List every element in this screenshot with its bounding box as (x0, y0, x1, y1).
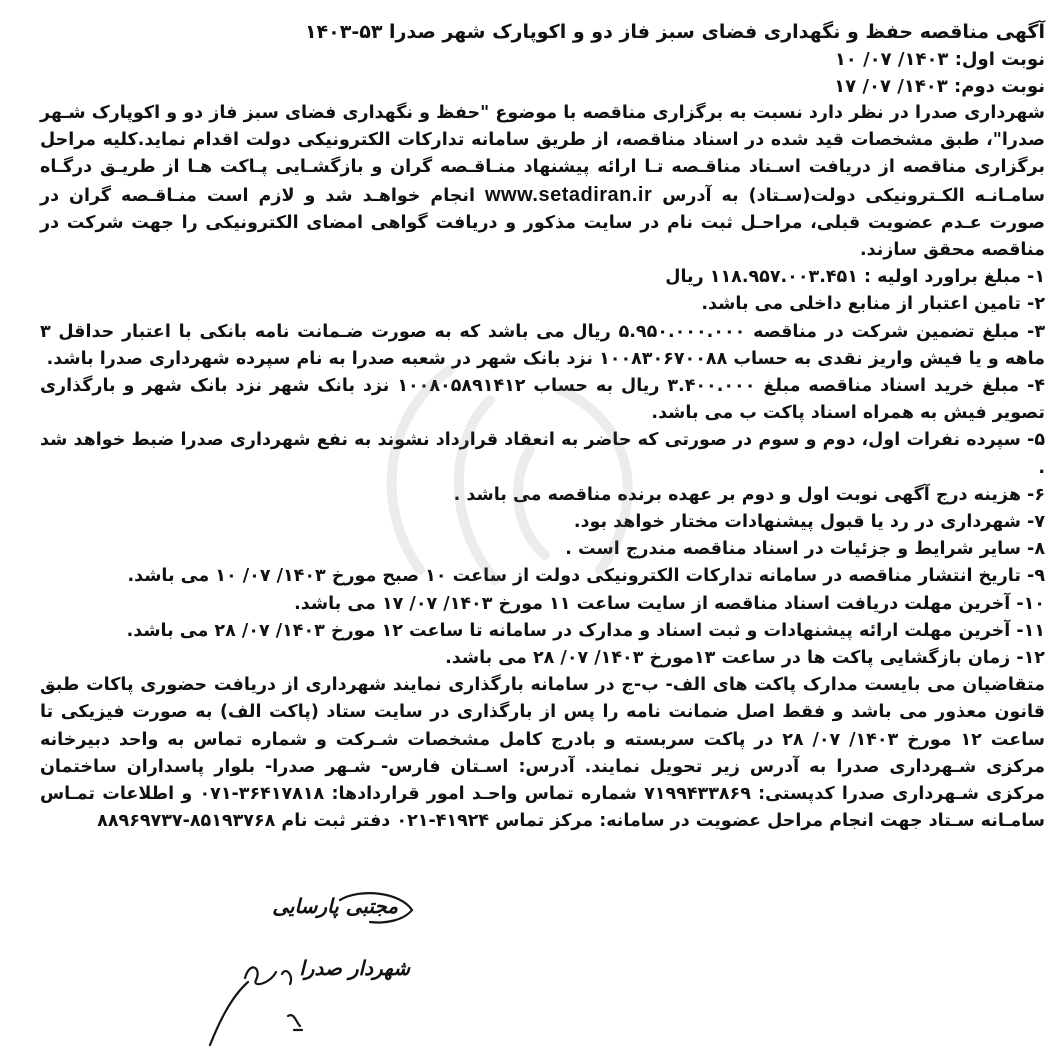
item-8-other-terms: ۸- سایر شرایط و جزئیات در اسناد مناقصه مندرج است . (565, 539, 1045, 560)
item-12-opening-time: ۱۲- زمان بازگشایی پاکت ها در ساعت ۱۳مورخ ۱۴۰۳/ ۰۷/ ۲۸ می باشد. (445, 648, 1045, 669)
item-3-guarantee: ۳- مبلغ تضمین شرکت در مناقصه ۵.۹۵۰.۰۰۰.۰۰۰ ریال می باشد که به صورت ضـمانت نامه بانکی با اعتبار حداقل ۳ ماهه و یا فیش واریز نقدی به حساب ۱۰۰۸۳۰۶۷۰۰۸۸ نزد بانک شهر در شعبه صدرا به نام سپرده شهرداری صدرا باشد. (40, 321, 1045, 369)
mayor-signature-block (190, 880, 450, 1050)
intro-paragraph (40, 100, 1045, 264)
first-round-date: نوبت اول: ۱۴۰۳/ ۰۷/ ۱۰ (834, 49, 1045, 70)
item-5-deposit: ۵- سپرده نفرات اول، دوم و سوم در صورتی که حاضر به انعقاد قرارداد نشوند به نفع شهرداری صدرا ضبط خواهد شد . (40, 430, 1045, 478)
signatory-name: مجتبی پارسایی (272, 894, 398, 918)
item-7-discretion: ۷- شهرداری در رد یا قبول پیشنهادات مختار خواهد بود. (573, 512, 1045, 533)
item-6-ad-cost: ۶- هزینه درج آگهی نوبت اول و دوم بر عهده برنده مناقصه می باشد . (453, 484, 1045, 505)
item-9-publish-date: ۹- تاریخ انتشار مناقصه در سامانه تدارکات الکترونیکی دولت از ساعت ۱۰ صبح مورخ ۱۴۰۳/ ۰۷/ ۱۰ می باشد. (127, 566, 1045, 587)
second-round-date: نوبت دوم: ۱۴۰۳/ ۰۷/ ۱۷ (834, 76, 1045, 97)
faded-stamp-watermark (330, 330, 730, 650)
setadiran-url: www.setadiran.ir (484, 183, 653, 206)
intro-text: شهرداری صدرا در نظر دارد نسبت به برگزاری مناقصه با موضوع "حفظ و نگهداری فضای سبز فاز دو و اکوپارک شـهر صدرا"، طبق مشخصات قید شده در اسناد مناقصه، از طریق سامانه تدارکات الکترونیکی دولت اقدام نماید.کلیه مراحل برگزاری مناقصه از دریافت اسـناد مناقـصه تـا ارائه پیشنهاد منـاقـصه گران و بازگشـایی پـاکت هـا از طریـق درگـاه سامـانـه الکـترونیکی دولت(سـتاد) به آدرس (40, 103, 1045, 206)
closing-paragraph: متقاضیان می بایست مدارک پاکت های الف- ب-ج در سامانه بارگذاری نمایند شهرداری از دریافت حضوری پاکات طبق قانون معذور می باشد و فقط اصل ضمانت نامه را پس از بارگذاری در سایت ستاد (پاکت الف) به صورت فیزیکی تا ساعت ۱۲ مورخ ۱۴۰۳/ ۰۷/ ۲۸ در پاکت سربسته و بادرج کامل مشخصات شـرکت و شماره تماس به واحد دبیرخانه مرکزی شـهرداری صدرا به آدرس زیر تحویل نمایند. آدرس: اسـتان فارس- شـهر صدرا- بلوار پاسداران ساختمان مرکزی شـهرداری صدرا کدپستی: ۷۱۹۹۴۳۳۸۶۹ شماره تماس واحـد امور قراردادها: ۳۶۴۱۷۸۱۸-۰۷۱ و اطلاعات تمـاس سامـانه سـتاد جهت انجام مراحل عضویت در سامانه: مرکز تماس ۴۱۹۲۴-۰۲۱ دفتر ثبت نام ۸۵۱۹۳۷۶۸-۸۸۹۶۹۷۳۷ (40, 675, 1045, 832)
item-2-funding: ۲- تامین اعتبار از منابع داخلی می باشد. (701, 294, 1045, 315)
signatory-title: شهردار صدرا (299, 956, 410, 980)
intro-text-continued: انجام خواهـد شد و لازم است منـاقـصه گران در صورت عـدم عضویت قبلی، مراحـل ثبت نام در سایت مذکور و دریافت گواهی امضای الکترونیکی را جهت شرکت در مناقصه محقق سازند. (40, 185, 1045, 261)
item-4-document-fee: ۴- مبلغ خرید اسناد مناقصه مبلغ ۳.۴۰۰.۰۰۰ ریال به حساب ۱۰۰۸۰۵۸۹۱۴۱۲ نزد بانک شهر نزد بانک شهر و بارگذاری تصویر فیش به همراه اسناد پاکت ب می باشد. (40, 376, 1046, 424)
notice-title: آگهی مناقصه حفظ و نگهداری فضای سبز فاز دو و اکوپارک شهر صدرا ۵۳-۱۴۰۳ (304, 21, 1045, 43)
item-10-doc-deadline: ۱۰- آخرین مهلت دریافت اسناد مناقصه از سایت ساعت ۱۱ مورخ ۱۴۰۳/ ۰۷/ ۱۷ می باشد. (294, 593, 1045, 614)
item-1-estimate: ۱- مبلغ براورد اولیه : ۱۱۸.۹۵۷.۰۰۳.۴۵۱ ریال (665, 267, 1045, 288)
item-11-bid-deadline: ۱۱- آخرین مهلت ارائه پیشنهادات و ثبت اسناد و مدارک در سامانه تا ساعت ۱۲ مورخ ۱۴۰۳/ ۰۷/ ۲۸ می باشد. (126, 620, 1045, 641)
